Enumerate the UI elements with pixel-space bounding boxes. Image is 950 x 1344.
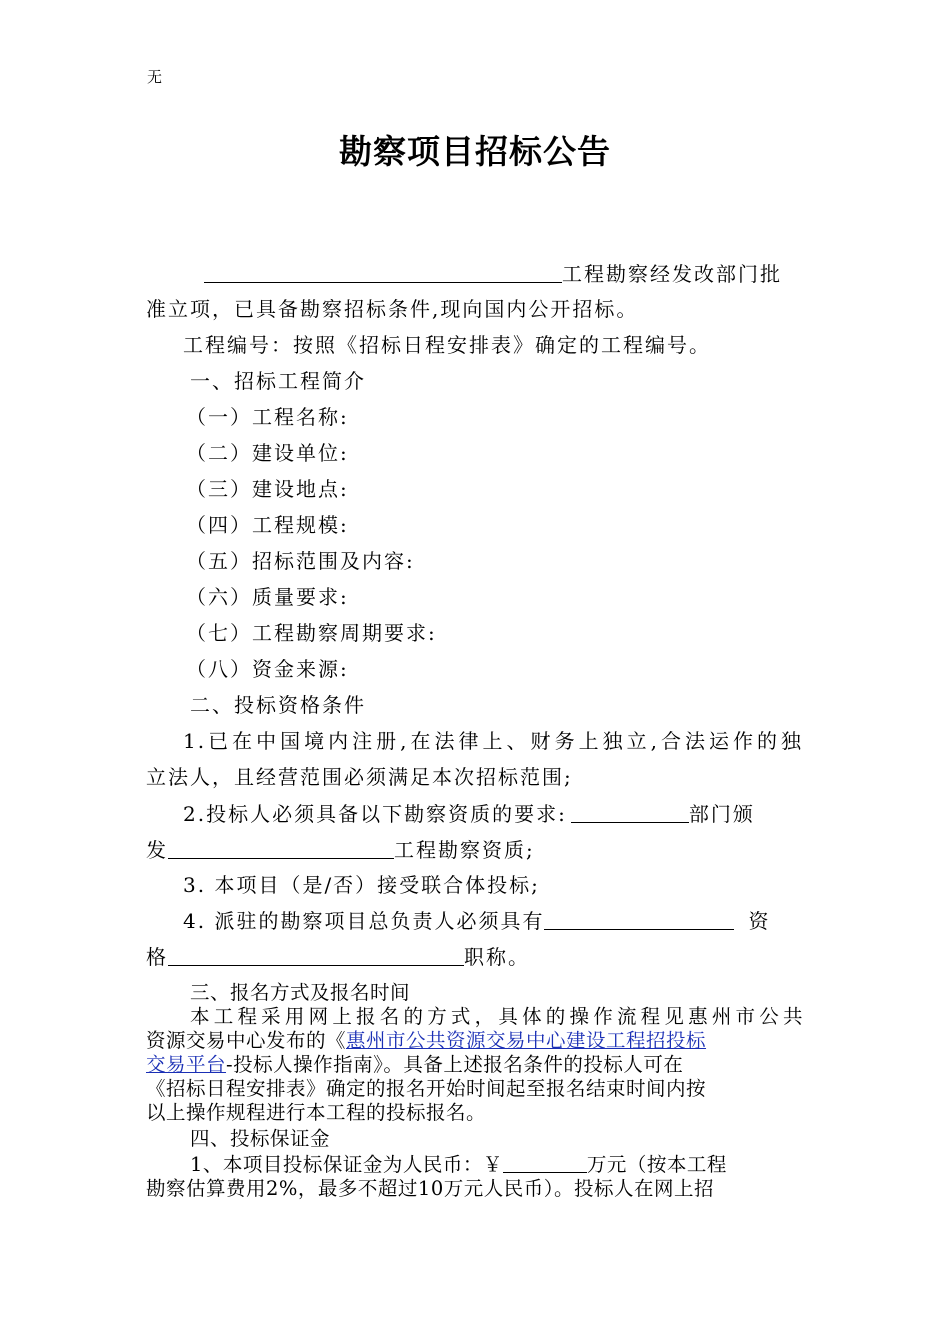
condition-2-text-b: 部门颁 (688, 802, 755, 826)
section1-item: （八）资金来源: (186, 657, 349, 681)
section3-line-5: 以上操作规程进行本工程的投标报名。 (146, 1101, 487, 1124)
section2-heading: 二、投标资格条件 (190, 693, 366, 717)
leader-qualification-blank (544, 907, 734, 930)
header-mark: 无 (147, 68, 163, 86)
condition-4-text-b: 资 (748, 909, 771, 933)
project-name-blank (204, 260, 562, 283)
section1-item: （六）质量要求: (186, 585, 349, 609)
condition-2-text-d: 工程勘察资质; (394, 838, 535, 862)
condition-3: 3. 本项目（是/否）接受联合体投标; (183, 873, 540, 897)
section3-line-2 (146, 1030, 803, 1052)
condition-4-line-2 (146, 943, 530, 970)
title-blank (168, 943, 464, 966)
section4-text: 1、本项目投标保证金为人民币：￥ (190, 1153, 503, 1176)
intro-line-2: 准立项，已具备勘察招标条件,现向国内公开招标。 (146, 297, 639, 321)
section4-text-b: 万元（按本工程 (586, 1153, 727, 1176)
section4-line-2: 勘察估算费用2%，最多不超过10万元人民币）。投标人在网上招 (146, 1177, 714, 1200)
deposit-amount-blank (503, 1153, 587, 1173)
condition-1-line-1: 1.已在中国境内注册,在法律上、财务上独立,合法运作的独 (183, 729, 803, 753)
section1-item: （七）工程勘察周期要求: (186, 621, 437, 645)
section1-item: （五）招标范围及内容: (186, 549, 415, 573)
section3-text: 资源交易中心发布的《 (146, 1029, 347, 1052)
platform-link[interactable]: 惠州市公共资源交易中心建设工程招投标 (346, 1029, 707, 1052)
section1-item: （一）工程名称: (186, 405, 349, 429)
condition-2-text-c: 发 (146, 838, 168, 862)
condition-2-line-2 (146, 836, 535, 863)
condition-4-text: 4. 派驻的勘察项目总负责人必须具有 (183, 909, 545, 933)
condition-4-text-d: 职称。 (464, 945, 530, 969)
section1-item: （二）建设单位: (186, 441, 349, 465)
section3-line-3 (146, 1054, 683, 1076)
section4-line-1 (190, 1153, 727, 1176)
condition-2-text: 2.投标人必须具备以下勘察资质的要求: (183, 802, 567, 826)
section3-line-1: 本工程采用网上报名的方式，具体的操作流程见惠州市公共 (190, 1005, 803, 1028)
section3-text-b: -投标人操作指南》。具备上述报名条件的投标人可在 (226, 1053, 684, 1076)
condition-1-line-2: 立法人，且经营范围必须满足本次招标范围; (146, 765, 573, 789)
section1-item: （三）建设地点: (186, 477, 349, 501)
department-blank (571, 800, 689, 823)
condition-2-line-1 (183, 800, 755, 827)
section4-heading: 四、投标保证金 (190, 1127, 331, 1150)
section1-heading: 一、招标工程简介 (190, 369, 366, 393)
platform-link-continued[interactable]: 交易平台 (146, 1053, 227, 1076)
condition-4-line-1 (183, 907, 770, 934)
condition-4-text-c: 格 (146, 945, 168, 969)
section3-line-4: 《招标日程安排表》确定的报名开始时间起至报名结束时间内按 (146, 1077, 707, 1100)
qualification-blank (168, 836, 394, 859)
section3-heading: 三、报名方式及报名时间 (190, 981, 411, 1004)
section1-item: （四）工程规模: (186, 513, 349, 537)
intro-line-1 (204, 260, 782, 287)
page-title: 勘察项目招标公告 (339, 132, 611, 171)
intro-text-1: 工程勘察经发改部门批 (562, 262, 782, 286)
project-number: 工程编号：按照《招标日程安排表》确定的工程编号。 (183, 333, 711, 357)
